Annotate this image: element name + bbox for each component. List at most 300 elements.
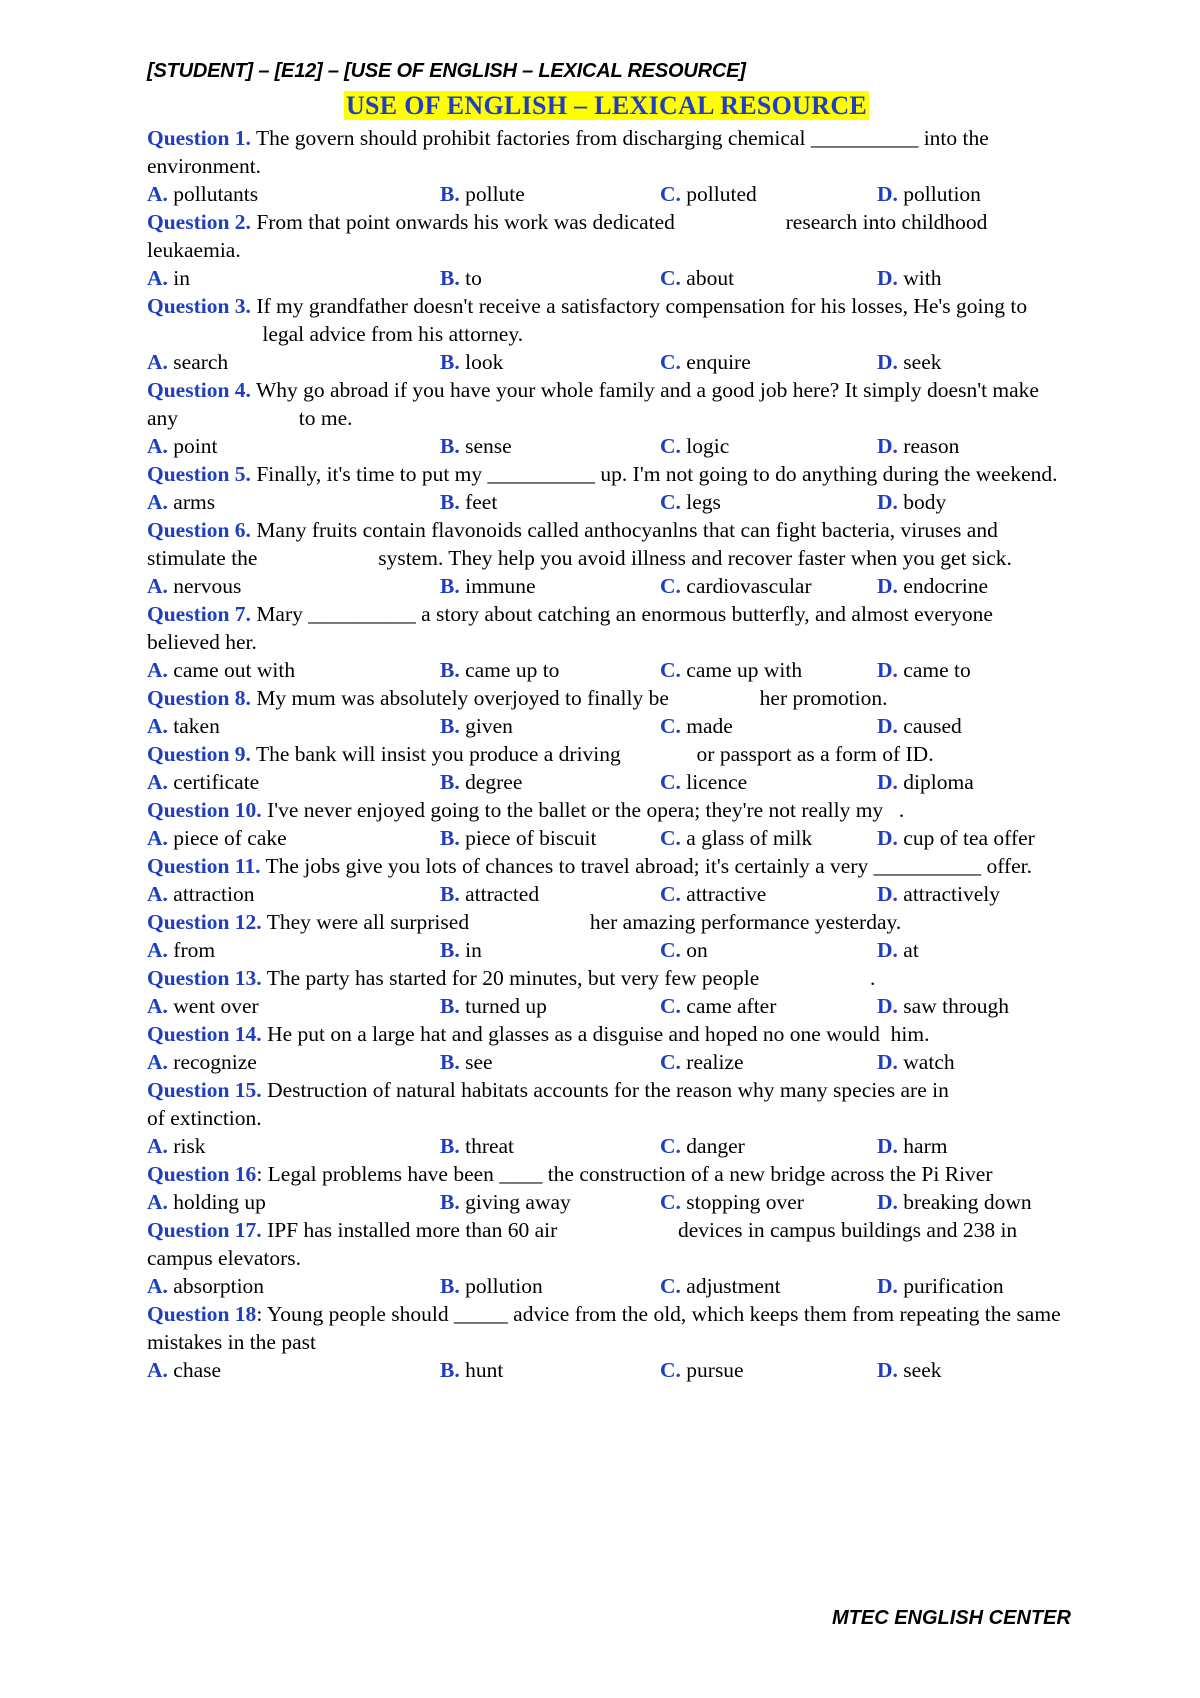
question-label: Question 15. xyxy=(147,1078,262,1102)
question-item xyxy=(147,124,1062,208)
option-text: from xyxy=(173,938,216,962)
answer-option[interactable] xyxy=(440,1188,660,1216)
answer-option[interactable] xyxy=(877,180,1062,208)
option-text: taken xyxy=(173,714,220,738)
option-letter: B. xyxy=(440,1358,460,1382)
question-text-after: of extinction. xyxy=(147,1106,262,1130)
answer-option[interactable] xyxy=(660,1132,877,1160)
answer-option[interactable] xyxy=(877,1272,1062,1300)
answer-option[interactable] xyxy=(877,936,1062,964)
option-text: look xyxy=(465,350,504,374)
option-text: harm xyxy=(903,1134,948,1158)
question-stem xyxy=(147,460,1062,488)
option-text: see xyxy=(465,1050,493,1074)
answer-option[interactable] xyxy=(877,1188,1062,1216)
option-text: caused xyxy=(903,714,962,738)
options-row xyxy=(147,712,1062,740)
question-text-after: her amazing performance yesterday. xyxy=(589,910,902,934)
answer-option[interactable] xyxy=(660,768,877,796)
question-text-before: Legal problems have been xyxy=(267,1162,494,1186)
option-text: cardiovascular xyxy=(686,574,812,598)
option-text: search xyxy=(173,350,229,374)
question-item xyxy=(147,1076,1062,1160)
option-letter: B. xyxy=(440,714,460,738)
option-text: piece of cake xyxy=(173,826,287,850)
option-letter: D. xyxy=(877,658,898,682)
option-text: endocrine xyxy=(903,574,989,598)
option-letter: B. xyxy=(440,826,460,850)
option-letter: B. xyxy=(440,266,460,290)
question-text-after: . xyxy=(898,798,905,822)
options-row xyxy=(147,432,1062,460)
answer-option[interactable] xyxy=(147,880,440,908)
page-header: [STUDENT] – [E12] – [USE OF ENGLISH – LEXICAL RESOURCE] xyxy=(147,60,746,82)
option-text: watch xyxy=(903,1050,955,1074)
option-text: came up with xyxy=(686,658,803,682)
option-text: chase xyxy=(173,1358,222,1382)
option-text: seek xyxy=(903,1358,942,1382)
option-letter: A. xyxy=(147,1274,168,1298)
options-row xyxy=(147,1188,1062,1216)
option-text: about xyxy=(686,266,735,290)
question-label: Question 16 xyxy=(147,1162,257,1186)
answer-option[interactable] xyxy=(147,1272,440,1300)
question-text-after: a story about catching an enormous butterfly, and almost everyone believed her. xyxy=(147,602,993,654)
answer-option[interactable] xyxy=(440,1272,660,1300)
answer-option[interactable] xyxy=(440,656,660,684)
question-label: Question 7. xyxy=(147,602,251,626)
question-label-suffix: : xyxy=(256,1302,263,1326)
question-list xyxy=(147,124,1062,1384)
answer-option[interactable] xyxy=(440,768,660,796)
answer-blank: __________ xyxy=(873,854,982,878)
option-letter: D. xyxy=(877,1134,898,1158)
question-text-after: or passport as a form of ID. xyxy=(696,742,934,766)
option-text: to xyxy=(465,266,482,290)
option-letter: D. xyxy=(877,1050,898,1074)
option-text: pollution xyxy=(903,182,981,206)
option-letter: C. xyxy=(660,266,681,290)
answer-option[interactable] xyxy=(660,1048,877,1076)
option-text: recognize xyxy=(173,1050,257,1074)
answer-option[interactable] xyxy=(147,1188,440,1216)
question-label: Question 9. xyxy=(147,742,251,766)
option-letter: D. xyxy=(877,770,898,794)
answer-option[interactable] xyxy=(660,1188,877,1216)
answer-option[interactable] xyxy=(440,348,660,376)
option-text: attractive xyxy=(686,882,767,906)
option-letter: C. xyxy=(660,994,681,1018)
question-stem xyxy=(147,740,1062,768)
option-letter: B. xyxy=(440,1190,460,1214)
answer-option[interactable] xyxy=(440,824,660,852)
question-text-after: her promotion. xyxy=(759,686,888,710)
answer-option[interactable] xyxy=(440,264,660,292)
answer-option[interactable] xyxy=(877,432,1062,460)
option-text: degree xyxy=(465,770,523,794)
option-letter: C. xyxy=(660,182,681,206)
question-stem xyxy=(147,1300,1062,1356)
option-letter: A. xyxy=(147,826,168,850)
page-footer: MTEC ENGLISH CENTER xyxy=(832,1607,1071,1629)
answer-option[interactable] xyxy=(147,180,440,208)
option-letter: C. xyxy=(660,1050,681,1074)
question-text-before: Why go abroad if you have your whole family and a good job here? It simply doesn't make any xyxy=(147,378,1039,430)
option-text: went over xyxy=(173,994,259,1018)
answer-option[interactable] xyxy=(147,432,440,460)
option-text: in xyxy=(173,266,191,290)
option-letter: A. xyxy=(147,490,168,514)
title-row xyxy=(147,90,1066,124)
answer-option[interactable] xyxy=(660,488,877,516)
option-letter: C. xyxy=(660,434,681,458)
option-text: stopping over xyxy=(686,1190,804,1214)
answer-option[interactable] xyxy=(877,880,1062,908)
question-text-before: The jobs give you lots of chances to travel abroad; it's certainly a very xyxy=(265,854,869,878)
option-text: legs xyxy=(686,490,721,514)
option-letter: A. xyxy=(147,770,168,794)
answer-option[interactable] xyxy=(660,880,877,908)
answer-option[interactable] xyxy=(147,824,440,852)
question-text-after: offer. xyxy=(986,854,1033,878)
answer-option[interactable] xyxy=(877,824,1062,852)
question-label: Question 6. xyxy=(147,518,251,542)
option-letter: B. xyxy=(440,938,460,962)
option-text: immune xyxy=(465,574,536,598)
option-letter: B. xyxy=(440,1274,460,1298)
answer-option[interactable] xyxy=(440,992,660,1020)
answer-option[interactable] xyxy=(147,656,440,684)
page-title: USE OF ENGLISH – LEXICAL RESOURCE xyxy=(345,91,868,120)
answer-option[interactable] xyxy=(147,1356,440,1384)
answer-blank: ____ xyxy=(499,1162,543,1186)
question-stem xyxy=(147,684,1062,712)
question-item xyxy=(147,684,1062,740)
option-text: attracted xyxy=(465,882,540,906)
question-stem xyxy=(147,1020,1062,1048)
option-letter: D. xyxy=(877,882,898,906)
answer-option[interactable] xyxy=(877,264,1062,292)
question-text-after: him. xyxy=(890,1022,930,1046)
options-row xyxy=(147,572,1062,600)
option-text: pursue xyxy=(686,1358,744,1382)
question-item xyxy=(147,1020,1062,1076)
question-item xyxy=(147,516,1062,600)
question-text-after: into the environment. xyxy=(147,126,989,178)
option-letter: A. xyxy=(147,882,168,906)
question-label: Question 2. xyxy=(147,210,251,234)
answer-option[interactable] xyxy=(147,264,440,292)
option-letter: D. xyxy=(877,266,898,290)
option-letter: B. xyxy=(440,882,460,906)
question-label: Question 11. xyxy=(147,854,261,878)
question-text-after: devices in campus buildings and 238 in campus elevators. xyxy=(147,1218,1018,1270)
option-text: licence xyxy=(686,770,748,794)
answer-option[interactable] xyxy=(147,1048,440,1076)
option-letter: C. xyxy=(660,1134,681,1158)
options-row xyxy=(147,656,1062,684)
question-text-before: Many fruits contain flavonoids called anthocyanlns that can fight bacteria, viruses and stimulate the xyxy=(147,518,998,570)
option-text: realize xyxy=(686,1050,744,1074)
option-letter: D. xyxy=(877,994,898,1018)
options-row xyxy=(147,1356,1062,1384)
option-text: saw through xyxy=(903,994,1009,1018)
option-text: piece of biscuit xyxy=(465,826,597,850)
answer-option[interactable] xyxy=(147,572,440,600)
options-row xyxy=(147,992,1062,1020)
answer-option[interactable] xyxy=(147,348,440,376)
question-stem xyxy=(147,600,1062,656)
option-text: attractively xyxy=(903,882,1000,906)
option-text: attraction xyxy=(173,882,255,906)
option-text: purification xyxy=(903,1274,1004,1298)
option-letter: B. xyxy=(440,350,460,374)
option-text: given xyxy=(465,714,513,738)
option-letter: C. xyxy=(660,714,681,738)
answer-option[interactable] xyxy=(877,656,1062,684)
answer-blank: __________ xyxy=(308,602,416,626)
answer-option[interactable] xyxy=(877,348,1062,376)
answer-option[interactable] xyxy=(660,992,877,1020)
option-text: enquire xyxy=(686,350,751,374)
question-stem xyxy=(147,292,1062,348)
question-label: Question 5. xyxy=(147,462,251,486)
option-text: holding up xyxy=(173,1190,266,1214)
option-text: nervous xyxy=(173,574,242,598)
option-text: adjustment xyxy=(686,1274,781,1298)
question-label-suffix: : xyxy=(256,1162,263,1186)
option-letter: B. xyxy=(440,434,460,458)
option-text: polluted xyxy=(686,182,757,206)
question-text-after: legal advice from his attorney. xyxy=(262,322,524,346)
option-text: pollution xyxy=(465,1274,543,1298)
answer-option[interactable] xyxy=(660,1272,877,1300)
question-stem xyxy=(147,796,1062,824)
answer-option[interactable] xyxy=(660,180,877,208)
answer-option[interactable] xyxy=(877,1356,1062,1384)
question-item xyxy=(147,376,1062,460)
question-text-before: IPF has installed more than 60 air xyxy=(267,1218,558,1242)
question-text-after: to me. xyxy=(298,406,353,430)
answer-option[interactable] xyxy=(877,1048,1062,1076)
options-row xyxy=(147,488,1062,516)
option-text: came out with xyxy=(173,658,296,682)
question-text-before: I've never enjoyed going to the ballet or the opera; they're not really my xyxy=(267,798,884,822)
question-item xyxy=(147,1216,1062,1300)
question-stem xyxy=(147,964,1062,992)
options-row xyxy=(147,264,1062,292)
options-row xyxy=(147,768,1062,796)
question-stem xyxy=(147,1076,1062,1132)
question-item xyxy=(147,1300,1062,1384)
option-letter: C. xyxy=(660,574,681,598)
answer-option[interactable] xyxy=(660,1356,877,1384)
question-stem xyxy=(147,516,1062,572)
question-text-before: My mum was absolutely overjoyed to finally be xyxy=(256,686,669,710)
answer-option[interactable] xyxy=(440,1356,660,1384)
question-stem xyxy=(147,124,1062,180)
options-row xyxy=(147,1048,1062,1076)
option-text: arms xyxy=(173,490,216,514)
question-text-before: If my grandfather doesn't receive a satisfactory compensation for his losses, He's going to xyxy=(256,294,1028,318)
question-text-before: The govern should prohibit factories from discharging chemical xyxy=(255,126,806,150)
option-letter: D. xyxy=(877,1358,898,1382)
answer-option[interactable] xyxy=(877,768,1062,796)
question-text-before: Mary xyxy=(256,602,303,626)
answer-blank: _____ xyxy=(454,1302,508,1326)
answer-option[interactable] xyxy=(660,348,877,376)
answer-option[interactable] xyxy=(440,432,660,460)
answer-option[interactable] xyxy=(147,768,440,796)
option-text: feet xyxy=(465,490,498,514)
option-letter: B. xyxy=(440,994,460,1018)
option-letter: B. xyxy=(440,658,460,682)
answer-option[interactable] xyxy=(660,656,877,684)
option-letter: D. xyxy=(877,434,898,458)
question-text-before: He put on a large hat and glasses as a disguise and hoped no one would xyxy=(267,1022,880,1046)
answer-option[interactable] xyxy=(440,880,660,908)
question-text-before: Destruction of natural habitats accounts for the reason why many species are in xyxy=(267,1078,949,1102)
option-letter: D. xyxy=(877,714,898,738)
option-letter: D. xyxy=(877,350,898,374)
option-letter: A. xyxy=(147,1050,168,1074)
option-text: came up to xyxy=(465,658,560,682)
answer-option[interactable] xyxy=(877,488,1062,516)
option-letter: A. xyxy=(147,266,168,290)
answer-option[interactable] xyxy=(660,432,877,460)
option-letter: A. xyxy=(147,658,168,682)
option-text: came to xyxy=(903,658,971,682)
question-stem xyxy=(147,1160,1062,1188)
option-letter: C. xyxy=(660,938,681,962)
question-item xyxy=(147,740,1062,796)
question-item xyxy=(147,796,1062,852)
option-text: on xyxy=(686,938,708,962)
question-item xyxy=(147,908,1062,964)
question-text-before: They were all surprised xyxy=(266,910,470,934)
question-item xyxy=(147,292,1062,376)
question-item xyxy=(147,208,1062,292)
option-letter: D. xyxy=(877,182,898,206)
option-text: cup of tea offer xyxy=(903,826,1035,850)
option-letter: D. xyxy=(877,1274,898,1298)
question-stem xyxy=(147,376,1062,432)
question-item xyxy=(147,600,1062,684)
options-row xyxy=(147,1132,1062,1160)
option-letter: B. xyxy=(440,770,460,794)
answer-option[interactable] xyxy=(440,936,660,964)
option-text: giving away xyxy=(465,1190,571,1214)
option-text: a glass of milk xyxy=(686,826,813,850)
option-letter: C. xyxy=(660,1190,681,1214)
question-text-before: The bank will insist you produce a driving xyxy=(255,742,621,766)
question-text-after: up. I'm not going to do anything during the weekend. xyxy=(600,462,1058,486)
option-letter: C. xyxy=(660,490,681,514)
option-letter: A. xyxy=(147,1134,168,1158)
option-text: in xyxy=(465,938,482,962)
option-text: diploma xyxy=(903,770,974,794)
question-label: Question 10. xyxy=(147,798,262,822)
option-text: with xyxy=(903,266,942,290)
answer-option[interactable] xyxy=(877,572,1062,600)
question-item xyxy=(147,852,1062,908)
question-text-after: . xyxy=(870,966,876,990)
answer-option[interactable] xyxy=(147,1132,440,1160)
option-letter: A. xyxy=(147,938,168,962)
option-letter: D. xyxy=(877,1190,898,1214)
answer-option[interactable] xyxy=(147,992,440,1020)
option-letter: B. xyxy=(440,1050,460,1074)
answer-option[interactable] xyxy=(877,1132,1062,1160)
answer-option[interactable] xyxy=(147,712,440,740)
answer-option[interactable] xyxy=(440,488,660,516)
answer-option[interactable] xyxy=(660,712,877,740)
question-text-before: Finally, it's time to put my xyxy=(256,462,483,486)
answer-option[interactable] xyxy=(147,936,440,964)
option-letter: A. xyxy=(147,994,168,1018)
question-text-after: system. They help you avoid illness and recover faster when you get sick. xyxy=(378,546,1012,570)
options-row xyxy=(147,936,1062,964)
question-label: Question 13. xyxy=(147,966,262,990)
options-row xyxy=(147,824,1062,852)
option-letter: B. xyxy=(440,574,460,598)
option-text: logic xyxy=(686,434,730,458)
option-letter: A. xyxy=(147,1358,168,1382)
question-item xyxy=(147,1160,1062,1216)
answer-option[interactable] xyxy=(440,572,660,600)
answer-option[interactable] xyxy=(147,488,440,516)
question-label: Question 8. xyxy=(147,686,251,710)
option-letter: D. xyxy=(877,490,898,514)
answer-option[interactable] xyxy=(660,264,877,292)
option-letter: C. xyxy=(660,1274,681,1298)
options-row xyxy=(147,180,1062,208)
option-text: at xyxy=(903,938,919,962)
options-row xyxy=(147,880,1062,908)
answer-option[interactable] xyxy=(440,1132,660,1160)
answer-option[interactable] xyxy=(440,1048,660,1076)
option-letter: A. xyxy=(147,350,168,374)
options-row xyxy=(147,348,1062,376)
worksheet xyxy=(147,56,1062,1384)
answer-blank: __________ xyxy=(810,126,919,150)
answer-option[interactable] xyxy=(877,992,1062,1020)
option-letter: A. xyxy=(147,182,168,206)
answer-option[interactable] xyxy=(877,712,1062,740)
option-text: body xyxy=(903,490,947,514)
answer-option[interactable] xyxy=(660,936,877,964)
question-item xyxy=(147,964,1062,1020)
answer-option[interactable] xyxy=(440,712,660,740)
answer-option[interactable] xyxy=(660,572,877,600)
option-text: breaking down xyxy=(903,1190,1032,1214)
option-text: made xyxy=(686,714,733,738)
question-text-after: research into childhood leukaemia. xyxy=(147,210,988,262)
question-stem xyxy=(147,852,1062,880)
question-text-before: Young people should xyxy=(266,1302,449,1326)
option-letter: C. xyxy=(660,350,681,374)
option-letter: A. xyxy=(147,574,168,598)
answer-option[interactable] xyxy=(660,824,877,852)
option-text: sense xyxy=(465,434,512,458)
question-stem xyxy=(147,908,1062,936)
option-letter: D. xyxy=(877,826,898,850)
option-text: absorption xyxy=(173,1274,265,1298)
option-letter: D. xyxy=(877,938,898,962)
option-letter: C. xyxy=(660,826,681,850)
option-text: reason xyxy=(903,434,960,458)
answer-option[interactable] xyxy=(440,180,660,208)
